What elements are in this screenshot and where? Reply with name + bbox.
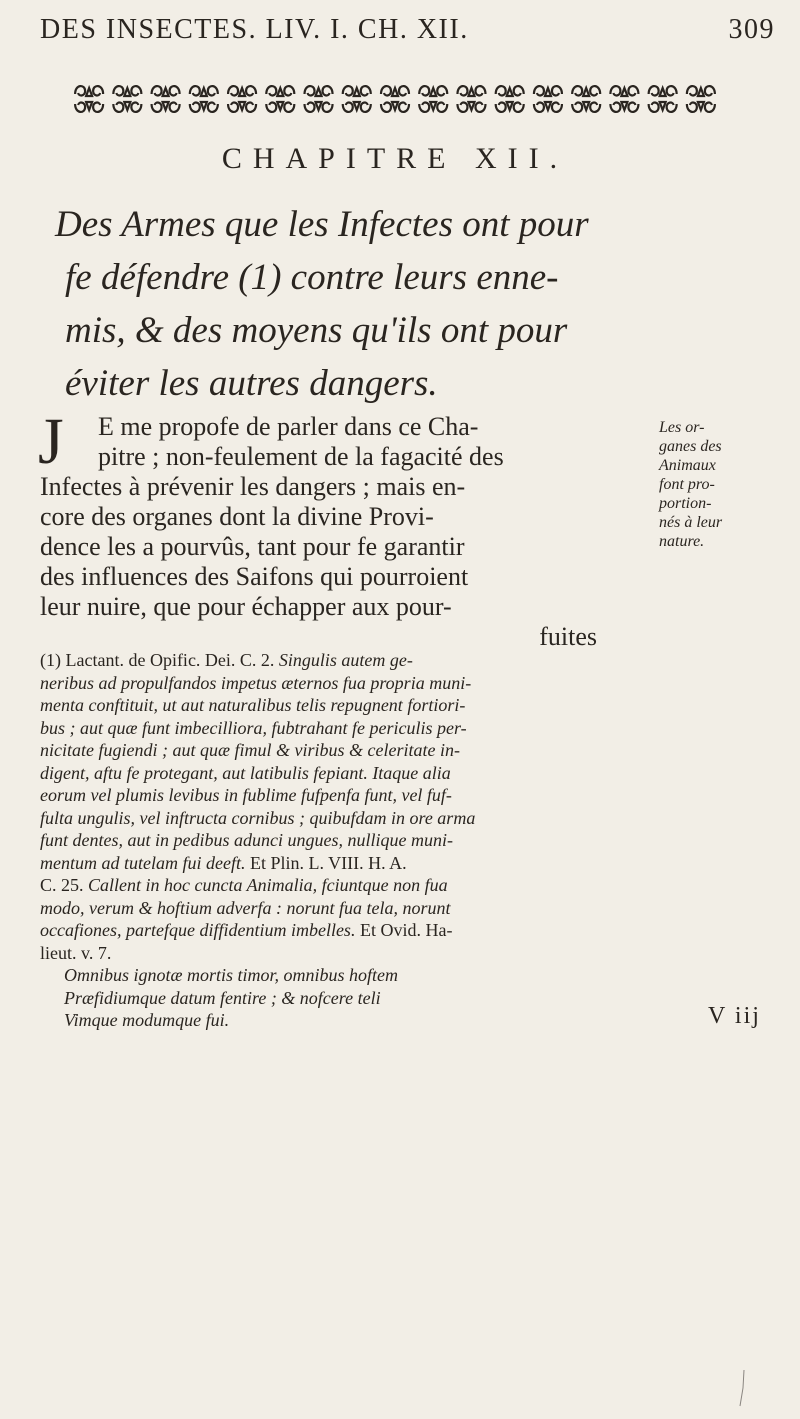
margin-note-line: font pro- (659, 476, 715, 493)
fleuron (649, 102, 677, 112)
footnote-roman: (1) Lactant. de Opific. Dei. C. 2. (40, 650, 279, 670)
fleuron (610, 86, 638, 96)
margin-note-line: nature. (659, 533, 705, 550)
pen-mark (737, 1368, 747, 1408)
fleuron (266, 102, 294, 112)
fleuron (496, 86, 524, 96)
footnote-line: menta conftituit, ut aut naturalibus telis repugnent fortiori- (40, 695, 466, 715)
footnote-line (40, 852, 785, 875)
page-number: 309 (728, 14, 775, 45)
fleuron (190, 102, 218, 112)
fleuron (381, 86, 409, 96)
catchword: fuites (539, 622, 597, 651)
fleuron (113, 102, 141, 112)
footnote-line (40, 919, 785, 942)
fleuron (305, 86, 333, 96)
drop-cap: J (38, 405, 64, 478)
fleuron (572, 102, 600, 112)
footnote-line: modo, verum & hoftium adverfa : norunt fua tela, norunt (40, 897, 451, 918)
fleuron (534, 86, 562, 96)
body-paragraph (38, 405, 615, 652)
margin-note-line: Les or- (659, 419, 705, 436)
running-head-title: DES INSECTES. LIV. I. CH. XII. (40, 14, 469, 45)
fleuron (649, 86, 677, 96)
footnote (40, 649, 785, 1032)
footnote-line: fulta ungulis, vel inftructa cornibus ; quibufdam in ore arma (40, 807, 476, 828)
fleuron (343, 86, 371, 96)
footnote-line: bus ; aut quæ funt imbecilliora, fubtrahant fe periculis per- (40, 717, 467, 738)
margin-note-line: portion- (659, 495, 712, 512)
footnote-italic: Singulis autem ge- (278, 650, 413, 670)
footnote-roman: Et Plin. L. VIII. H. A. (249, 852, 407, 873)
body-line: dence les a pourvûs, tant pour fe garantir (40, 532, 465, 561)
margin-note-line: Animaux (659, 457, 716, 474)
footnote-italic: occafiones, partefque diffidentium imbelles. (40, 920, 360, 940)
fleuron (687, 86, 715, 96)
fleuron (419, 102, 447, 112)
footnote-line: lieut. v. 7. (40, 942, 112, 963)
margin-note-line: ganes des (659, 438, 722, 455)
margin-note-line: nés à leur (659, 514, 723, 531)
body-line: E me propofe de parler dans ce Cha- (98, 412, 479, 441)
fleuron (305, 102, 333, 112)
fleuron (152, 86, 180, 96)
fleuron (190, 86, 218, 96)
fleuron (496, 102, 524, 112)
margin-note (659, 418, 789, 551)
signature-mark: V iij (708, 1003, 761, 1029)
fleuron (266, 86, 294, 96)
body-line: des influences des Saifons qui pourroient (40, 562, 469, 591)
fleuron (228, 86, 256, 96)
chapter-title-line: Des Armes que les Infectes ont pour (55, 204, 589, 245)
footnote-italic: Callent in hoc cuncta Animalia, fciuntque non fua (88, 875, 448, 895)
body-line: pitre ; non-feulement de la fagacité des (98, 442, 504, 471)
fleuron (113, 86, 141, 96)
ornamental-band (70, 82, 720, 118)
fleuron (381, 102, 409, 112)
body-line: core des organes dont la divine Provi- (40, 502, 434, 531)
footnote-line: digent, aftu fe protegant, aut latibulis fepiant. Itaque alia (40, 762, 451, 783)
chapter-heading: CHAPITRE XII. (221, 142, 569, 175)
footnote-line: eorum vel plumis levibus in fublime fufpenfa funt, vel fuf- (40, 785, 452, 805)
body-line: Infectes à prévenir les dangers ; mais en- (40, 472, 466, 501)
fleuron (228, 102, 256, 112)
footnote-line (40, 649, 785, 672)
fleuron (152, 102, 180, 112)
body-line: leur nuire, que pour échapper aux pour- (40, 592, 452, 621)
chapter-title-line: fe défendre (1) contre leurs enne- (65, 257, 559, 298)
chapter-title-line: éviter les autres dangers. (65, 363, 438, 404)
fleuron (457, 86, 485, 96)
fleuron (343, 102, 371, 112)
footnote-line: neribus ad propulfandos impetus æternos fua propria muni- (40, 672, 472, 693)
footnote-line (40, 874, 785, 897)
footnote-line: nicitate fugiendi ; aut quæ fimul & viribus & celeritate in- (40, 740, 460, 760)
verse-line: Vimque modumque fui. (64, 1010, 230, 1030)
fleuron (75, 86, 103, 96)
footnote-italic: mentum ad tutelam fui deeft. (40, 852, 250, 873)
fleuron (457, 102, 485, 112)
verse-line: Præfidiumque datum fentire ; & nofcere teli (64, 987, 381, 1008)
fleuron (610, 102, 638, 112)
fleuron (75, 102, 103, 112)
chapter-title-line: mis, & des moyens qu'ils ont pour (65, 310, 568, 351)
verse-line: Omnibus ignotæ mortis timor, omnibus hoftem (64, 965, 399, 985)
footnote-roman: C. 25. (40, 875, 89, 895)
footnote-line: funt dentes, aut in pedibus adunci ungues, nullique muni- (40, 830, 453, 850)
chapter-title (55, 198, 765, 410)
footnote-roman: Et Ovid. Ha- (359, 920, 453, 940)
fleuron (572, 86, 600, 96)
fleuron (534, 102, 562, 112)
fleuron (687, 102, 715, 112)
fleuron (419, 86, 447, 96)
